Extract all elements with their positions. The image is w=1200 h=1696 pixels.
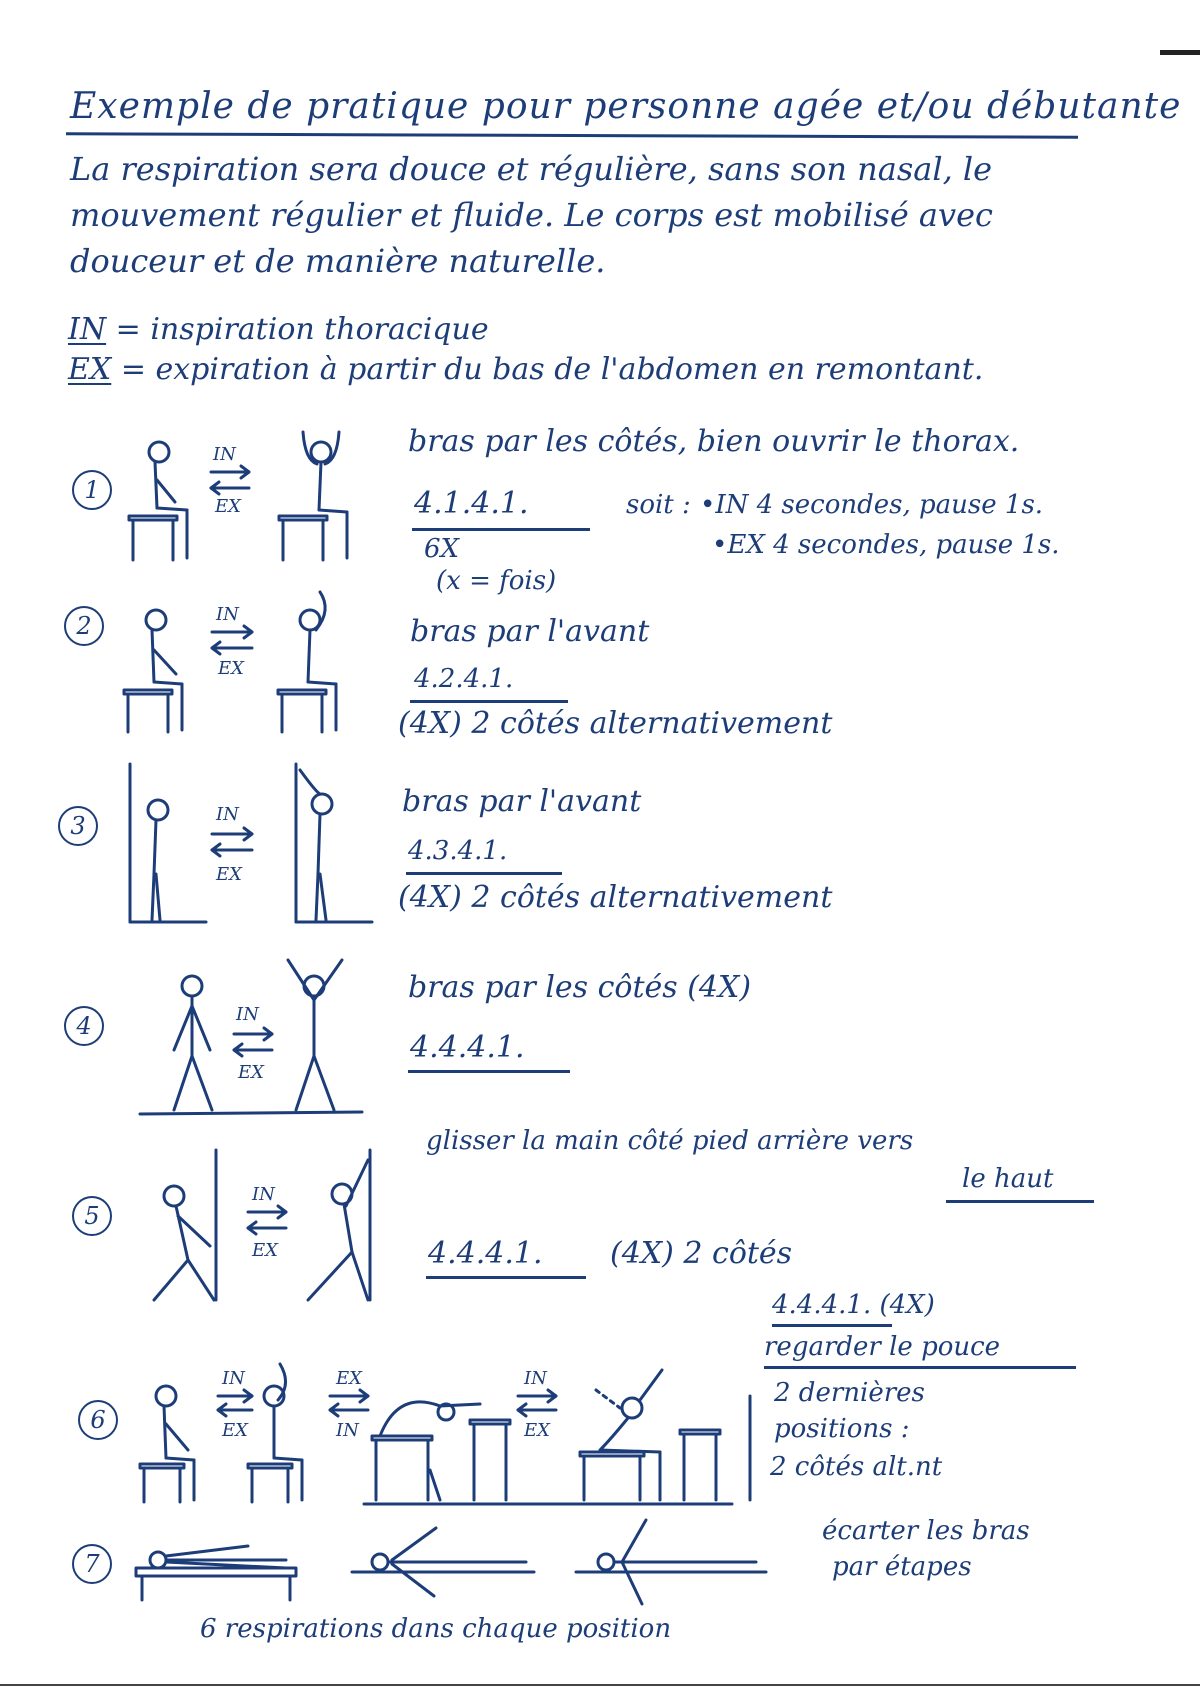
scan-edge-mark [1160,50,1200,55]
exercise-2-arrow-ex: EX [218,658,244,679]
exercise-2-description: bras par l'avant [410,614,650,649]
exercise-6-note-line-1: 2 dernières [774,1378,925,1408]
exercise-4-arrow-ex: EX [238,1062,264,1083]
exercise-1-number: 1 [72,470,112,510]
exercise-1-fraction-bar [412,528,590,531]
exercise-6-arrow-in-3: IN [524,1368,547,1389]
exercise-7-number: 7 [72,1544,112,1584]
exercise-4-figure [136,960,376,1120]
exercise-5-underline-haut [946,1200,1094,1203]
exercise-3-count-underline [406,872,562,875]
exercise-3-count: 4.3.4.1. [408,836,508,866]
exercise-5-reps: (4X) 2 côtés [610,1236,793,1271]
exercise-4-number: 4 [64,1006,104,1046]
exercise-3-reps: (4X) 2 côtés alternativement [398,880,833,915]
exercise-1-description: bras par les côtés, bien ouvrir le thorax. [408,424,1020,459]
page-title: Exemple de pratique pour personne agée et/ou débutante [70,86,1182,127]
exercise-5-count: 4.4.4.1. [428,1236,543,1271]
exercise-1-detail-ex: •EX 4 secondes, pause 1s. [712,530,1060,560]
exercise-6-note-line-3: 2 côtés alt.nt [770,1452,943,1482]
exercise-3-description: bras par l'avant [402,784,642,819]
exercise-6-count-underline [772,1324,892,1327]
exercise-7-description-line-2: par étapes [832,1552,972,1582]
exercise-1-detail-in: •IN 4 secondes, pause 1s. [700,490,1044,520]
exercise-7-footer: 6 respirations dans chaque position [200,1614,672,1644]
intro-line-1: La respiration sera douce et régulière, sans son nasal, le [70,150,993,188]
intro-line-3: douceur et de manière naturelle. [70,242,606,280]
exercise-1-count: 4.1.4.1. [414,486,529,521]
exercise-6-arrow-in-1: IN [222,1368,245,1389]
legend-ex-text: = expiration à partir du bas de l'abdomen en remontant. [120,352,984,387]
exercise-5-arrow-ex: EX [252,1240,278,1261]
exercise-6-note-line-2: positions : [774,1414,910,1444]
exercise-5-description-line-1: glisser la main côté pied arrière vers [426,1126,914,1156]
legend-in-text: = inspiration thoracique [115,312,489,347]
exercise-2-figure [120,590,380,740]
exercise-5-arrow-in: IN [252,1184,275,1205]
exercise-1-arrow-in: IN [213,444,236,465]
legend-ex-abbr: EX [68,352,112,387]
legend-ex [68,352,983,387]
exercise-2-reps: (4X) 2 côtés alternativement [398,706,833,741]
exercise-6-arrow-ex-1: EX [222,1420,248,1441]
exercise-4-arrow-in: IN [236,1004,259,1025]
exercise-7-description-line-1: écarter les bras [822,1516,1030,1546]
scan-bottom-edge [0,1684,1200,1686]
exercise-6-description-underline [764,1366,1076,1369]
exercise-6-arrow-in-2: IN [336,1420,359,1441]
exercise-6-figure [140,1360,800,1510]
exercise-4-description: bras par les côtés (4X) [408,970,752,1005]
exercise-2-number: 2 [64,606,104,646]
exercise-2-count: 4.2.4.1. [414,664,514,694]
title-underline [66,132,1078,139]
exercise-5-figure [136,1150,396,1310]
legend-in [68,312,489,347]
exercise-1-detail-prefix: soit : [626,490,691,520]
exercise-3-arrow-in: IN [216,804,239,825]
exercise-2-arrow-in: IN [216,604,239,625]
exercise-6-count: 4.4.4.1. (4X) [772,1290,935,1320]
exercise-3-number: 3 [58,806,98,846]
exercise-5-number: 5 [72,1196,112,1236]
exercise-6-number: 6 [78,1400,118,1440]
exercise-5-description-line-2: le haut [962,1164,1054,1194]
exercise-1-figure [125,430,385,570]
exercise-1-reps-note: (x = fois) [436,566,557,596]
exercise-3-figure [120,764,380,934]
exercise-6-arrow-ex-3: EX [524,1420,550,1441]
exercise-3-arrow-ex: EX [216,864,242,885]
exercise-6-description: regarder le pouce [764,1332,1001,1362]
exercise-5-count-underline [426,1276,586,1279]
exercise-4-count-underline [408,1070,570,1073]
exercise-2-count-underline [410,700,568,703]
exercise-1-reps: 6X [424,534,460,564]
exercise-6-arrow-ex-2: EX [336,1368,362,1389]
legend-in-abbr: IN [68,312,107,347]
exercise-1-arrow-ex: EX [215,496,241,517]
intro-line-2: mouvement régulier et fluide. Le corps est mobilisé avec [70,196,993,234]
exercise-4-count: 4.4.4.1. [410,1030,525,1065]
